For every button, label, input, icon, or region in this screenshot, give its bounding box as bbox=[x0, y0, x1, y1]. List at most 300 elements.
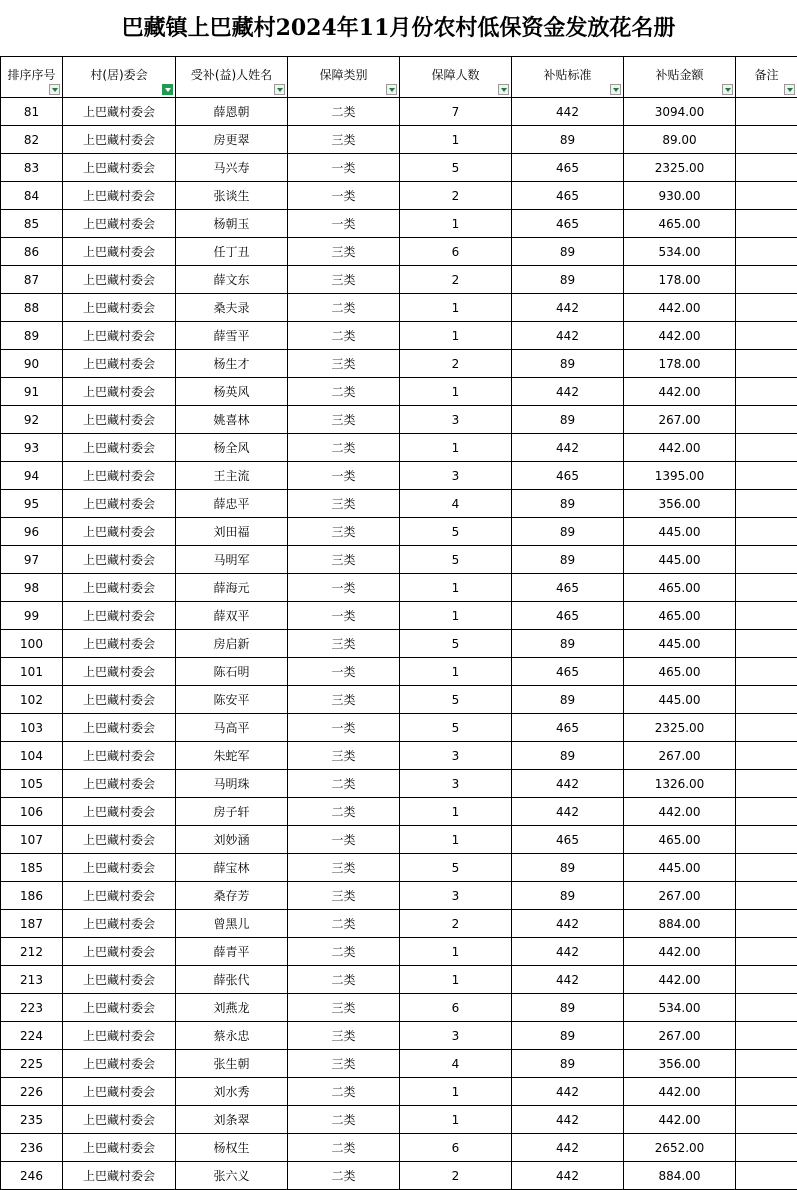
cell-subsidy-amount[interactable]: 442.00 bbox=[624, 434, 736, 462]
cell-subsidy-standard[interactable]: 465 bbox=[512, 658, 624, 686]
cell-covered-persons[interactable]: 1 bbox=[400, 322, 512, 350]
cell-subsidy-amount[interactable]: 2652.00 bbox=[624, 1134, 736, 1162]
cell-subsidy-standard[interactable]: 465 bbox=[512, 182, 624, 210]
cell-subsidy-amount[interactable]: 267.00 bbox=[624, 1022, 736, 1050]
cell-assistance-category[interactable]: 三类 bbox=[288, 518, 400, 546]
cell-subsidy-amount[interactable]: 930.00 bbox=[624, 182, 736, 210]
cell-remarks[interactable] bbox=[736, 882, 797, 910]
cell-covered-persons[interactable]: 4 bbox=[400, 1050, 512, 1078]
cell-assistance-category[interactable]: 一类 bbox=[288, 826, 400, 854]
cell-village-committee[interactable]: 上巴藏村委会 bbox=[63, 910, 176, 938]
cell-recipient-name[interactable]: 马明军 bbox=[176, 546, 288, 574]
cell-assistance-category[interactable]: 三类 bbox=[288, 1050, 400, 1078]
cell-subsidy-standard[interactable]: 89 bbox=[512, 742, 624, 770]
cell-assistance-category[interactable]: 三类 bbox=[288, 546, 400, 574]
cell-recipient-name[interactable]: 蔡永忠 bbox=[176, 1022, 288, 1050]
cell-assistance-category[interactable]: 二类 bbox=[288, 910, 400, 938]
cell-assistance-category[interactable]: 三类 bbox=[288, 126, 400, 154]
cell-remarks[interactable] bbox=[736, 658, 797, 686]
cell-subsidy-amount[interactable]: 178.00 bbox=[624, 350, 736, 378]
cell-seq-number[interactable]: 85 bbox=[1, 210, 63, 238]
cell-covered-persons[interactable]: 3 bbox=[400, 406, 512, 434]
cell-remarks[interactable] bbox=[736, 714, 797, 742]
cell-covered-persons[interactable]: 1 bbox=[400, 1106, 512, 1134]
cell-subsidy-amount[interactable]: 445.00 bbox=[624, 630, 736, 658]
cell-covered-persons[interactable]: 5 bbox=[400, 630, 512, 658]
cell-village-committee[interactable]: 上巴藏村委会 bbox=[63, 686, 176, 714]
cell-subsidy-amount[interactable]: 442.00 bbox=[624, 966, 736, 994]
cell-recipient-name[interactable]: 刘水秀 bbox=[176, 1078, 288, 1106]
cell-recipient-name[interactable]: 杨朝玉 bbox=[176, 210, 288, 238]
cell-remarks[interactable] bbox=[736, 1050, 797, 1078]
cell-recipient-name[interactable]: 张生朝 bbox=[176, 1050, 288, 1078]
cell-seq-number[interactable]: 95 bbox=[1, 490, 63, 518]
cell-remarks[interactable] bbox=[736, 266, 797, 294]
cell-remarks[interactable] bbox=[736, 602, 797, 630]
cell-recipient-name[interactable]: 刘燕龙 bbox=[176, 994, 288, 1022]
cell-remarks[interactable] bbox=[736, 406, 797, 434]
cell-covered-persons[interactable]: 1 bbox=[400, 378, 512, 406]
cell-seq-number[interactable]: 106 bbox=[1, 798, 63, 826]
cell-covered-persons[interactable]: 6 bbox=[400, 1134, 512, 1162]
cell-village-committee[interactable]: 上巴藏村委会 bbox=[63, 182, 176, 210]
cell-recipient-name[interactable]: 薛文东 bbox=[176, 266, 288, 294]
cell-covered-persons[interactable]: 1 bbox=[400, 826, 512, 854]
cell-assistance-category[interactable]: 一类 bbox=[288, 574, 400, 602]
cell-subsidy-standard[interactable]: 465 bbox=[512, 826, 624, 854]
cell-recipient-name[interactable]: 房启新 bbox=[176, 630, 288, 658]
cell-assistance-category[interactable]: 二类 bbox=[288, 434, 400, 462]
cell-recipient-name[interactable]: 王主流 bbox=[176, 462, 288, 490]
cell-subsidy-amount[interactable]: 884.00 bbox=[624, 910, 736, 938]
cell-recipient-name[interactable]: 马兴寿 bbox=[176, 154, 288, 182]
filter-dropdown-icon[interactable] bbox=[784, 84, 795, 95]
cell-remarks[interactable] bbox=[736, 910, 797, 938]
cell-seq-number[interactable]: 103 bbox=[1, 714, 63, 742]
cell-subsidy-standard[interactable]: 465 bbox=[512, 602, 624, 630]
cell-recipient-name[interactable]: 刘田福 bbox=[176, 518, 288, 546]
cell-village-committee[interactable]: 上巴藏村委会 bbox=[63, 742, 176, 770]
cell-recipient-name[interactable]: 张谈生 bbox=[176, 182, 288, 210]
cell-recipient-name[interactable]: 马明珠 bbox=[176, 770, 288, 798]
cell-village-committee[interactable]: 上巴藏村委会 bbox=[63, 602, 176, 630]
cell-seq-number[interactable]: 98 bbox=[1, 574, 63, 602]
cell-village-committee[interactable]: 上巴藏村委会 bbox=[63, 518, 176, 546]
cell-subsidy-amount[interactable]: 442.00 bbox=[624, 938, 736, 966]
cell-seq-number[interactable]: 235 bbox=[1, 1106, 63, 1134]
cell-remarks[interactable] bbox=[736, 1106, 797, 1134]
cell-covered-persons[interactable]: 1 bbox=[400, 294, 512, 322]
cell-recipient-name[interactable]: 薛忠平 bbox=[176, 490, 288, 518]
cell-remarks[interactable] bbox=[736, 742, 797, 770]
cell-subsidy-standard[interactable]: 465 bbox=[512, 154, 624, 182]
cell-covered-persons[interactable]: 5 bbox=[400, 518, 512, 546]
cell-seq-number[interactable]: 105 bbox=[1, 770, 63, 798]
cell-recipient-name[interactable]: 姚喜林 bbox=[176, 406, 288, 434]
cell-village-committee[interactable]: 上巴藏村委会 bbox=[63, 994, 176, 1022]
cell-covered-persons[interactable]: 3 bbox=[400, 882, 512, 910]
cell-subsidy-standard[interactable]: 465 bbox=[512, 714, 624, 742]
cell-recipient-name[interactable]: 房更翠 bbox=[176, 126, 288, 154]
filter-active-icon[interactable] bbox=[162, 84, 173, 95]
cell-seq-number[interactable]: 84 bbox=[1, 182, 63, 210]
cell-subsidy-standard[interactable]: 465 bbox=[512, 574, 624, 602]
cell-remarks[interactable] bbox=[736, 350, 797, 378]
cell-recipient-name[interactable]: 马高平 bbox=[176, 714, 288, 742]
cell-remarks[interactable] bbox=[736, 490, 797, 518]
cell-village-committee[interactable]: 上巴藏村委会 bbox=[63, 490, 176, 518]
cell-recipient-name[interactable]: 朱蛇军 bbox=[176, 742, 288, 770]
cell-assistance-category[interactable]: 一类 bbox=[288, 210, 400, 238]
cell-village-committee[interactable]: 上巴藏村委会 bbox=[63, 294, 176, 322]
cell-subsidy-standard[interactable]: 442 bbox=[512, 98, 624, 126]
cell-recipient-name[interactable]: 薛宝林 bbox=[176, 854, 288, 882]
column-header-subsidy-standard[interactable] bbox=[512, 57, 624, 98]
cell-seq-number[interactable]: 96 bbox=[1, 518, 63, 546]
cell-assistance-category[interactable]: 二类 bbox=[288, 1162, 400, 1190]
cell-village-committee[interactable]: 上巴藏村委会 bbox=[63, 210, 176, 238]
cell-village-committee[interactable]: 上巴藏村委会 bbox=[63, 574, 176, 602]
cell-covered-persons[interactable]: 3 bbox=[400, 1022, 512, 1050]
cell-recipient-name[interactable]: 杨权生 bbox=[176, 1134, 288, 1162]
cell-assistance-category[interactable]: 二类 bbox=[288, 294, 400, 322]
cell-seq-number[interactable]: 100 bbox=[1, 630, 63, 658]
cell-seq-number[interactable]: 213 bbox=[1, 966, 63, 994]
filter-dropdown-icon[interactable] bbox=[722, 84, 733, 95]
cell-subsidy-amount[interactable]: 1395.00 bbox=[624, 462, 736, 490]
cell-village-committee[interactable]: 上巴藏村委会 bbox=[63, 462, 176, 490]
cell-village-committee[interactable]: 上巴藏村委会 bbox=[63, 630, 176, 658]
cell-remarks[interactable] bbox=[736, 546, 797, 574]
cell-seq-number[interactable]: 81 bbox=[1, 98, 63, 126]
cell-seq-number[interactable]: 224 bbox=[1, 1022, 63, 1050]
cell-village-committee[interactable]: 上巴藏村委会 bbox=[63, 1078, 176, 1106]
cell-covered-persons[interactable]: 4 bbox=[400, 490, 512, 518]
cell-subsidy-amount[interactable]: 465.00 bbox=[624, 574, 736, 602]
cell-village-committee[interactable]: 上巴藏村委会 bbox=[63, 658, 176, 686]
cell-assistance-category[interactable]: 一类 bbox=[288, 154, 400, 182]
cell-subsidy-amount[interactable]: 2325.00 bbox=[624, 154, 736, 182]
cell-remarks[interactable] bbox=[736, 1078, 797, 1106]
cell-recipient-name[interactable]: 陈石明 bbox=[176, 658, 288, 686]
cell-recipient-name[interactable]: 桑夫录 bbox=[176, 294, 288, 322]
cell-remarks[interactable] bbox=[736, 182, 797, 210]
cell-remarks[interactable] bbox=[736, 518, 797, 546]
cell-covered-persons[interactable]: 2 bbox=[400, 266, 512, 294]
cell-remarks[interactable] bbox=[736, 938, 797, 966]
cell-seq-number[interactable]: 97 bbox=[1, 546, 63, 574]
cell-remarks[interactable] bbox=[736, 770, 797, 798]
column-header-seq-number[interactable] bbox=[1, 57, 63, 98]
cell-assistance-category[interactable]: 三类 bbox=[288, 238, 400, 266]
cell-subsidy-amount[interactable]: 442.00 bbox=[624, 1078, 736, 1106]
cell-remarks[interactable] bbox=[736, 1162, 797, 1190]
cell-subsidy-amount[interactable]: 442.00 bbox=[624, 294, 736, 322]
cell-remarks[interactable] bbox=[736, 686, 797, 714]
cell-seq-number[interactable]: 187 bbox=[1, 910, 63, 938]
cell-subsidy-amount[interactable]: 267.00 bbox=[624, 406, 736, 434]
cell-remarks[interactable] bbox=[736, 98, 797, 126]
cell-remarks[interactable] bbox=[736, 826, 797, 854]
cell-seq-number[interactable]: 93 bbox=[1, 434, 63, 462]
cell-remarks[interactable] bbox=[736, 994, 797, 1022]
cell-subsidy-standard[interactable]: 442 bbox=[512, 938, 624, 966]
cell-subsidy-amount[interactable]: 445.00 bbox=[624, 518, 736, 546]
cell-recipient-name[interactable]: 薛雪平 bbox=[176, 322, 288, 350]
cell-subsidy-amount[interactable]: 445.00 bbox=[624, 686, 736, 714]
cell-subsidy-amount[interactable]: 356.00 bbox=[624, 490, 736, 518]
column-header-covered-persons[interactable] bbox=[400, 57, 512, 98]
cell-subsidy-standard[interactable]: 89 bbox=[512, 1022, 624, 1050]
cell-seq-number[interactable]: 236 bbox=[1, 1134, 63, 1162]
cell-seq-number[interactable]: 185 bbox=[1, 854, 63, 882]
cell-subsidy-standard[interactable]: 465 bbox=[512, 462, 624, 490]
cell-subsidy-amount[interactable]: 445.00 bbox=[624, 546, 736, 574]
cell-remarks[interactable] bbox=[736, 126, 797, 154]
cell-subsidy-amount[interactable]: 534.00 bbox=[624, 994, 736, 1022]
cell-assistance-category[interactable]: 三类 bbox=[288, 854, 400, 882]
cell-recipient-name[interactable]: 薛海元 bbox=[176, 574, 288, 602]
cell-covered-persons[interactable]: 5 bbox=[400, 714, 512, 742]
filter-dropdown-icon[interactable] bbox=[274, 84, 285, 95]
cell-remarks[interactable] bbox=[736, 322, 797, 350]
cell-recipient-name[interactable]: 薛恩朝 bbox=[176, 98, 288, 126]
cell-covered-persons[interactable]: 1 bbox=[400, 434, 512, 462]
cell-village-committee[interactable]: 上巴藏村委会 bbox=[63, 798, 176, 826]
cell-remarks[interactable] bbox=[736, 798, 797, 826]
cell-subsidy-amount[interactable]: 89.00 bbox=[624, 126, 736, 154]
cell-village-committee[interactable]: 上巴藏村委会 bbox=[63, 714, 176, 742]
cell-subsidy-standard[interactable]: 442 bbox=[512, 798, 624, 826]
cell-village-committee[interactable]: 上巴藏村委会 bbox=[63, 378, 176, 406]
cell-subsidy-standard[interactable]: 465 bbox=[512, 210, 624, 238]
cell-subsidy-standard[interactable]: 89 bbox=[512, 126, 624, 154]
cell-subsidy-amount[interactable]: 442.00 bbox=[624, 378, 736, 406]
cell-subsidy-standard[interactable]: 89 bbox=[512, 406, 624, 434]
cell-remarks[interactable] bbox=[736, 210, 797, 238]
cell-subsidy-amount[interactable]: 465.00 bbox=[624, 602, 736, 630]
cell-seq-number[interactable]: 94 bbox=[1, 462, 63, 490]
column-header-recipient-name[interactable] bbox=[176, 57, 288, 98]
cell-assistance-category[interactable]: 三类 bbox=[288, 630, 400, 658]
cell-village-committee[interactable]: 上巴藏村委会 bbox=[63, 350, 176, 378]
cell-village-committee[interactable]: 上巴藏村委会 bbox=[63, 1106, 176, 1134]
cell-assistance-category[interactable]: 二类 bbox=[288, 1078, 400, 1106]
cell-subsidy-standard[interactable]: 442 bbox=[512, 1162, 624, 1190]
cell-seq-number[interactable]: 223 bbox=[1, 994, 63, 1022]
cell-subsidy-amount[interactable]: 442.00 bbox=[624, 1106, 736, 1134]
cell-subsidy-standard[interactable]: 442 bbox=[512, 910, 624, 938]
cell-village-committee[interactable]: 上巴藏村委会 bbox=[63, 882, 176, 910]
cell-recipient-name[interactable]: 陈安平 bbox=[176, 686, 288, 714]
cell-subsidy-standard[interactable]: 89 bbox=[512, 490, 624, 518]
cell-village-committee[interactable]: 上巴藏村委会 bbox=[63, 322, 176, 350]
cell-subsidy-standard[interactable]: 89 bbox=[512, 546, 624, 574]
filter-dropdown-icon[interactable] bbox=[49, 84, 60, 95]
cell-subsidy-standard[interactable]: 442 bbox=[512, 1134, 624, 1162]
cell-covered-persons[interactable]: 1 bbox=[400, 210, 512, 238]
cell-village-committee[interactable]: 上巴藏村委会 bbox=[63, 770, 176, 798]
cell-covered-persons[interactable]: 1 bbox=[400, 602, 512, 630]
cell-covered-persons[interactable]: 1 bbox=[400, 938, 512, 966]
cell-seq-number[interactable]: 226 bbox=[1, 1078, 63, 1106]
cell-subsidy-amount[interactable]: 445.00 bbox=[624, 854, 736, 882]
cell-subsidy-standard[interactable]: 89 bbox=[512, 266, 624, 294]
column-header-remarks[interactable] bbox=[736, 57, 797, 98]
cell-assistance-category[interactable]: 二类 bbox=[288, 98, 400, 126]
cell-subsidy-amount[interactable]: 534.00 bbox=[624, 238, 736, 266]
cell-subsidy-standard[interactable]: 89 bbox=[512, 630, 624, 658]
cell-subsidy-standard[interactable]: 89 bbox=[512, 994, 624, 1022]
cell-subsidy-amount[interactable]: 267.00 bbox=[624, 742, 736, 770]
cell-seq-number[interactable]: 86 bbox=[1, 238, 63, 266]
cell-village-committee[interactable]: 上巴藏村委会 bbox=[63, 1162, 176, 1190]
cell-seq-number[interactable]: 101 bbox=[1, 658, 63, 686]
cell-seq-number[interactable]: 107 bbox=[1, 826, 63, 854]
cell-covered-persons[interactable]: 3 bbox=[400, 770, 512, 798]
cell-covered-persons[interactable]: 5 bbox=[400, 546, 512, 574]
cell-covered-persons[interactable]: 2 bbox=[400, 910, 512, 938]
cell-assistance-category[interactable]: 三类 bbox=[288, 490, 400, 518]
cell-subsidy-standard[interactable]: 442 bbox=[512, 294, 624, 322]
column-header-subsidy-amount[interactable] bbox=[624, 57, 736, 98]
cell-covered-persons[interactable]: 1 bbox=[400, 658, 512, 686]
cell-seq-number[interactable]: 212 bbox=[1, 938, 63, 966]
cell-remarks[interactable] bbox=[736, 1022, 797, 1050]
cell-subsidy-standard[interactable]: 442 bbox=[512, 322, 624, 350]
cell-recipient-name[interactable]: 房子轩 bbox=[176, 798, 288, 826]
cell-subsidy-standard[interactable]: 89 bbox=[512, 882, 624, 910]
cell-remarks[interactable] bbox=[736, 630, 797, 658]
cell-subsidy-amount[interactable]: 178.00 bbox=[624, 266, 736, 294]
cell-covered-persons[interactable]: 6 bbox=[400, 238, 512, 266]
cell-seq-number[interactable]: 89 bbox=[1, 322, 63, 350]
cell-village-committee[interactable]: 上巴藏村委会 bbox=[63, 1134, 176, 1162]
cell-covered-persons[interactable]: 1 bbox=[400, 574, 512, 602]
cell-assistance-category[interactable]: 三类 bbox=[288, 742, 400, 770]
cell-village-committee[interactable]: 上巴藏村委会 bbox=[63, 434, 176, 462]
cell-recipient-name[interactable]: 任丁丑 bbox=[176, 238, 288, 266]
cell-seq-number[interactable]: 102 bbox=[1, 686, 63, 714]
cell-village-committee[interactable]: 上巴藏村委会 bbox=[63, 126, 176, 154]
cell-remarks[interactable] bbox=[736, 238, 797, 266]
cell-assistance-category[interactable]: 三类 bbox=[288, 350, 400, 378]
cell-recipient-name[interactable]: 杨全风 bbox=[176, 434, 288, 462]
cell-subsidy-standard[interactable]: 89 bbox=[512, 854, 624, 882]
cell-covered-persons[interactable]: 1 bbox=[400, 1078, 512, 1106]
cell-remarks[interactable] bbox=[736, 966, 797, 994]
cell-covered-persons[interactable]: 5 bbox=[400, 686, 512, 714]
cell-remarks[interactable] bbox=[736, 854, 797, 882]
cell-recipient-name[interactable]: 张六义 bbox=[176, 1162, 288, 1190]
cell-subsidy-standard[interactable]: 89 bbox=[512, 686, 624, 714]
cell-remarks[interactable] bbox=[736, 154, 797, 182]
cell-assistance-category[interactable]: 一类 bbox=[288, 714, 400, 742]
cell-recipient-name[interactable]: 刘条翠 bbox=[176, 1106, 288, 1134]
cell-subsidy-standard[interactable]: 442 bbox=[512, 966, 624, 994]
cell-remarks[interactable] bbox=[736, 462, 797, 490]
cell-covered-persons[interactable]: 1 bbox=[400, 126, 512, 154]
cell-assistance-category[interactable]: 二类 bbox=[288, 798, 400, 826]
cell-assistance-category[interactable]: 三类 bbox=[288, 882, 400, 910]
filter-dropdown-icon[interactable] bbox=[386, 84, 397, 95]
cell-seq-number[interactable]: 92 bbox=[1, 406, 63, 434]
cell-subsidy-amount[interactable]: 1326.00 bbox=[624, 770, 736, 798]
cell-assistance-category[interactable]: 三类 bbox=[288, 686, 400, 714]
cell-assistance-category[interactable]: 二类 bbox=[288, 322, 400, 350]
cell-recipient-name[interactable]: 刘妙涵 bbox=[176, 826, 288, 854]
cell-village-committee[interactable]: 上巴藏村委会 bbox=[63, 826, 176, 854]
cell-assistance-category[interactable]: 二类 bbox=[288, 770, 400, 798]
cell-assistance-category[interactable]: 三类 bbox=[288, 406, 400, 434]
cell-recipient-name[interactable]: 杨生才 bbox=[176, 350, 288, 378]
cell-subsidy-amount[interactable]: 465.00 bbox=[624, 658, 736, 686]
cell-seq-number[interactable]: 99 bbox=[1, 602, 63, 630]
cell-subsidy-amount[interactable]: 442.00 bbox=[624, 798, 736, 826]
cell-recipient-name[interactable]: 薛双平 bbox=[176, 602, 288, 630]
column-header-village-committee[interactable] bbox=[63, 57, 176, 98]
cell-seq-number[interactable]: 104 bbox=[1, 742, 63, 770]
cell-seq-number[interactable]: 82 bbox=[1, 126, 63, 154]
cell-remarks[interactable] bbox=[736, 294, 797, 322]
cell-subsidy-amount[interactable]: 356.00 bbox=[624, 1050, 736, 1078]
cell-subsidy-amount[interactable]: 465.00 bbox=[624, 826, 736, 854]
cell-seq-number[interactable]: 91 bbox=[1, 378, 63, 406]
cell-assistance-category[interactable]: 三类 bbox=[288, 1022, 400, 1050]
filter-dropdown-icon[interactable] bbox=[498, 84, 509, 95]
cell-assistance-category[interactable]: 二类 bbox=[288, 1134, 400, 1162]
cell-subsidy-amount[interactable]: 2325.00 bbox=[624, 714, 736, 742]
cell-recipient-name[interactable]: 曾黑儿 bbox=[176, 910, 288, 938]
cell-covered-persons[interactable]: 3 bbox=[400, 742, 512, 770]
cell-assistance-category[interactable]: 一类 bbox=[288, 182, 400, 210]
cell-village-committee[interactable]: 上巴藏村委会 bbox=[63, 966, 176, 994]
cell-assistance-category[interactable]: 三类 bbox=[288, 994, 400, 1022]
cell-recipient-name[interactable]: 薛青平 bbox=[176, 938, 288, 966]
cell-assistance-category[interactable]: 一类 bbox=[288, 602, 400, 630]
cell-subsidy-amount[interactable]: 3094.00 bbox=[624, 98, 736, 126]
cell-covered-persons[interactable]: 5 bbox=[400, 154, 512, 182]
cell-village-committee[interactable]: 上巴藏村委会 bbox=[63, 266, 176, 294]
cell-subsidy-amount[interactable]: 267.00 bbox=[624, 882, 736, 910]
cell-covered-persons[interactable]: 5 bbox=[400, 854, 512, 882]
cell-assistance-category[interactable]: 一类 bbox=[288, 462, 400, 490]
cell-assistance-category[interactable]: 二类 bbox=[288, 378, 400, 406]
cell-covered-persons[interactable]: 2 bbox=[400, 350, 512, 378]
cell-assistance-category[interactable]: 二类 bbox=[288, 966, 400, 994]
cell-remarks[interactable] bbox=[736, 1134, 797, 1162]
cell-covered-persons[interactable]: 6 bbox=[400, 994, 512, 1022]
cell-remarks[interactable] bbox=[736, 574, 797, 602]
cell-subsidy-amount[interactable]: 442.00 bbox=[624, 322, 736, 350]
cell-village-committee[interactable]: 上巴藏村委会 bbox=[63, 406, 176, 434]
cell-remarks[interactable] bbox=[736, 378, 797, 406]
cell-village-committee[interactable]: 上巴藏村委会 bbox=[63, 854, 176, 882]
cell-subsidy-standard[interactable]: 442 bbox=[512, 1106, 624, 1134]
cell-covered-persons[interactable]: 1 bbox=[400, 966, 512, 994]
cell-village-committee[interactable]: 上巴藏村委会 bbox=[63, 938, 176, 966]
cell-seq-number[interactable]: 225 bbox=[1, 1050, 63, 1078]
cell-seq-number[interactable]: 246 bbox=[1, 1162, 63, 1190]
cell-village-committee[interactable]: 上巴藏村委会 bbox=[63, 546, 176, 574]
cell-subsidy-standard[interactable]: 442 bbox=[512, 378, 624, 406]
cell-remarks[interactable] bbox=[736, 434, 797, 462]
cell-subsidy-standard[interactable]: 442 bbox=[512, 1078, 624, 1106]
cell-subsidy-standard[interactable]: 442 bbox=[512, 770, 624, 798]
cell-subsidy-standard[interactable]: 89 bbox=[512, 1050, 624, 1078]
cell-covered-persons[interactable]: 2 bbox=[400, 1162, 512, 1190]
cell-recipient-name[interactable]: 杨英风 bbox=[176, 378, 288, 406]
